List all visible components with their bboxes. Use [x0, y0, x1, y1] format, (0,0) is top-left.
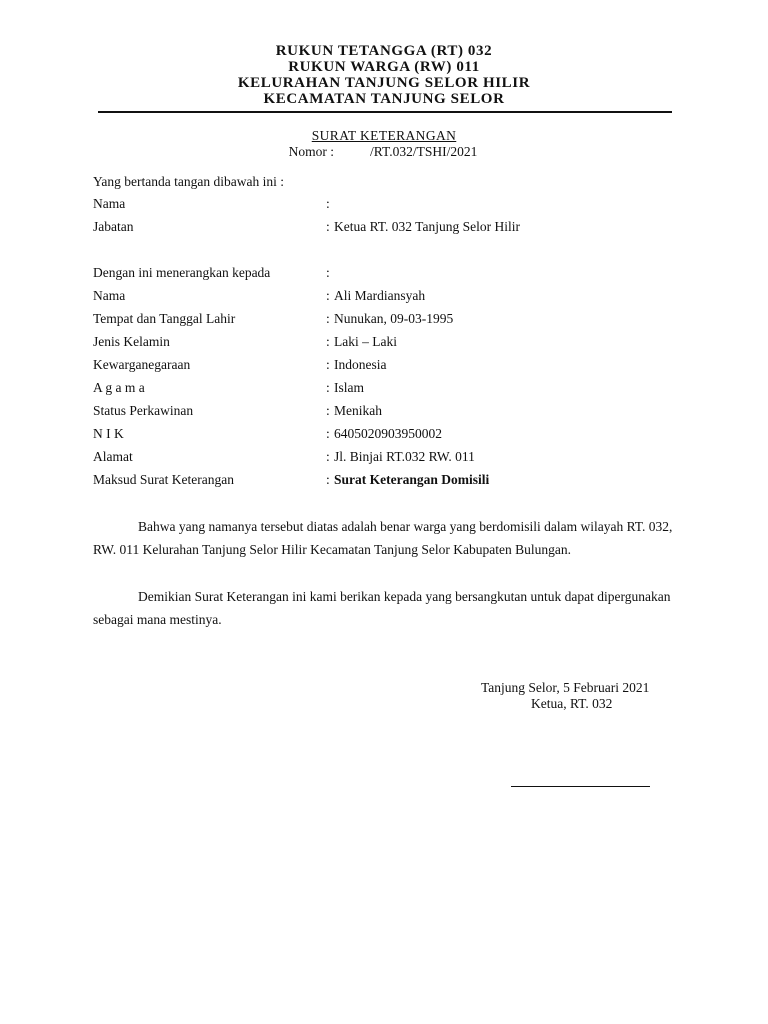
field-separator: : [326, 449, 330, 464]
field-separator: : [326, 334, 330, 349]
letter-number [0, 144, 767, 160]
field-separator: : [326, 288, 330, 303]
field-value: Laki – Laki [334, 334, 397, 349]
field-label: Dengan ini menerangkan kepada [93, 265, 271, 280]
field-value: Indonesia [334, 357, 387, 372]
signature-position: Ketua, RT. 032 [531, 696, 613, 711]
field-label: Status Perkawinan [93, 403, 194, 418]
field-value: Menikah [334, 403, 382, 418]
field-separator: : [326, 403, 330, 418]
field-separator: : [326, 265, 330, 280]
field-label: A g a m a [93, 380, 145, 395]
field-value: Nunukan, 09-03-1995 [334, 311, 454, 326]
letterhead-line-rw: RUKUN WARGA (RW) 011 [288, 59, 480, 75]
field-value: Ali Mardiansyah [334, 288, 426, 303]
field-label: Nama [93, 196, 126, 211]
field-label: Maksud Surat Keterangan [93, 472, 234, 487]
field-value: Islam [334, 380, 364, 395]
field-separator: : [326, 357, 330, 372]
body-paragraph-1 [93, 515, 675, 561]
field-separator: : [326, 219, 330, 234]
letterhead-divider [98, 111, 672, 113]
field-separator: : [326, 380, 330, 395]
field-label: Jabatan [93, 219, 134, 234]
body-paragraph-2-text: Demikian Surat Keterangan ini kami berikan kepada yang bersangkutan untuk dapat dipergunakan sebagai mana mestinya. [93, 589, 671, 627]
letterhead [0, 43, 768, 107]
body-paragraph-2 [93, 585, 675, 631]
field-label: Alamat [93, 449, 133, 464]
letterhead-line-kelurahan: KELURAHAN TANJUNG SELOR HILIR [237, 75, 531, 91]
field-separator: : [326, 426, 330, 441]
field-value: Jl. Binjai RT.032 RW. 011 [334, 449, 475, 464]
field-separator: : [326, 196, 330, 211]
field-label: Jenis Kelamin [93, 334, 170, 349]
letterhead-line-rt: RUKUN TETANGGA (RT) 032 [275, 43, 493, 59]
letterhead-line-kecamatan: KECAMATAN TANJUNG SELOR [263, 91, 505, 107]
signature-place-date: Tanjung Selor, 5 Februari 2021 [481, 680, 650, 695]
field-label: Tempat dan Tanggal Lahir [93, 311, 236, 326]
letter-number-value: /RT.032/TSHI/2021 [370, 144, 478, 159]
letter-number-label: Nomor : [288, 144, 335, 159]
letter-title-block [0, 128, 768, 160]
field-value: Surat Keterangan Domisili [334, 472, 490, 487]
field-separator: : [326, 311, 330, 326]
field-separator: : [326, 472, 330, 487]
intro-text: Yang bertanda tangan dibawah ini : [93, 174, 284, 189]
field-value: Ketua RT. 032 Tanjung Selor Hilir [334, 219, 520, 234]
field-label: N I K [93, 426, 124, 441]
signature-line [511, 786, 650, 787]
body-paragraph-1-text: Bahwa yang namanya tersebut diatas adalah benar warga yang berdomisili dalam wilayah RT. 032, RW. 011 Kelurahan Tanjung Selor Hilir Kecamatan Tanjung Selor Kabupaten Bulungan. [93, 519, 673, 557]
letter-title: SURAT KETERANGAN [311, 128, 457, 143]
field-value: 6405020903950002 [334, 426, 442, 441]
field-label: Nama [93, 288, 126, 303]
field-label: Kewarganegaraan [93, 357, 191, 372]
